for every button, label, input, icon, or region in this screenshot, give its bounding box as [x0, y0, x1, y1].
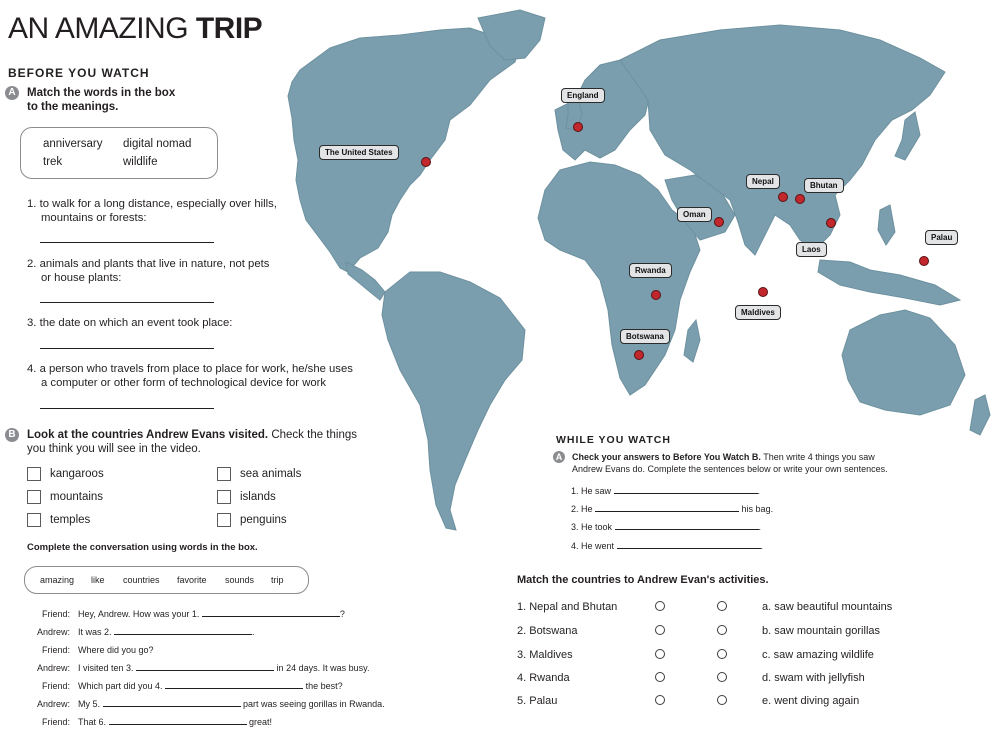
match-dot-left[interactable] [655, 601, 665, 611]
match-dot-left[interactable] [655, 695, 665, 705]
map-label-usa: The United States [319, 145, 399, 160]
speaker-label: Friend: [41, 609, 70, 619]
match-country: 1. Nepal and Bhutan [517, 601, 618, 613]
checkbox-mountains[interactable] [27, 490, 41, 504]
match-heading: Match the countries to Andrew Evan's activities. [517, 574, 769, 586]
conversation-line: Which part did you 4. the best? [78, 681, 343, 691]
while-instruction: Check your answers to Before You Watch B. Then write 4 things you saw Andrew Evans do. Complete the sentences below or write your own sentences. [572, 452, 888, 474]
conversation-line: It was 2. . [78, 627, 255, 637]
bhutan-marker [795, 194, 805, 204]
conversation-instruction: Complete the conversation using words in the box. [27, 542, 258, 553]
botswana-marker [634, 350, 644, 360]
match-activity: a. saw beautiful mountains [762, 601, 893, 613]
checkbox-kangaroos[interactable] [27, 467, 41, 481]
definition-3: 3. the date on which an event took place: [27, 317, 233, 329]
while-you-watch-heading: WHILE YOU WATCH [556, 434, 671, 446]
checkbox-penguins[interactable] [217, 513, 231, 527]
conversation-word: countries [123, 575, 160, 585]
match-activity: e. went diving again [762, 695, 860, 707]
answer-line[interactable] [40, 302, 214, 303]
section-a-badge: A [5, 86, 19, 100]
conversation-word-box [24, 566, 309, 594]
checkbox-label: mountains [50, 491, 104, 503]
before-you-watch-heading: BEFORE YOU WATCH [8, 66, 150, 80]
answer-line[interactable] [40, 408, 214, 409]
madagascar-landmass [684, 320, 700, 362]
match-dot-right[interactable] [717, 672, 727, 682]
match-dot-left[interactable] [655, 672, 665, 682]
map-label-maldives: Maldives [735, 305, 781, 320]
definition-2: 2. animals and plants that live in nature, not pets or house plants: [27, 258, 270, 284]
page-title: AN AMAZING TRIP [8, 12, 263, 45]
map-label-laos: Laos [796, 242, 827, 257]
philippines-landmass [878, 205, 895, 245]
conversation-line: Hey, Andrew. How was your 1. ? [78, 609, 345, 619]
map-label-palau: Palau [925, 230, 958, 245]
word-box-item: digital nomad [123, 138, 192, 150]
match-country: 4. Rwanda [517, 672, 570, 684]
checkbox-label: islands [240, 491, 276, 503]
map-label-oman: Oman [677, 207, 712, 222]
answer-line[interactable] [40, 242, 214, 243]
match-activity: c. saw amazing wildlife [762, 649, 874, 661]
match-dot-right[interactable] [717, 649, 727, 659]
australia-landmass [842, 310, 965, 415]
map-label-rwanda: Rwanda [629, 263, 672, 278]
definition-4: 4. a person who travels from place to place for work, he/she uses a computer or other form of technological device for work [27, 363, 353, 389]
conversation-word: amazing [40, 575, 75, 585]
map-label-bhutan: Bhutan [804, 178, 844, 193]
south-america-landmass [382, 272, 525, 530]
while-a-badge: A [553, 451, 565, 463]
sentence-1: 1. He saw . [571, 486, 761, 496]
map-label-nepal: Nepal [746, 174, 780, 189]
match-activity: b. saw mountain gorillas [762, 625, 881, 637]
answer-line[interactable] [40, 348, 214, 349]
map-label-botswana: Botswana [620, 329, 670, 344]
usa-marker [421, 157, 431, 167]
conversation-line: Where did you go? [78, 645, 154, 655]
maldives-marker [758, 287, 768, 297]
map-label-england: England [561, 88, 605, 103]
word-box-item: anniversary [43, 138, 103, 150]
speaker-label: Andrew: [36, 699, 70, 709]
conversation-word: trip [271, 575, 284, 585]
england-marker [573, 122, 583, 132]
match-country: 5. Palau [517, 695, 558, 707]
match-dot-right[interactable] [717, 601, 727, 611]
match-dot-right[interactable] [717, 625, 727, 635]
part-a-instruction: Match the words in the box to the meanings. [27, 87, 176, 113]
checkbox-label: penguins [240, 514, 287, 526]
conversation-line: I visited ten 3. in 24 days. It was busy. [78, 663, 370, 673]
match-dot-left[interactable] [655, 625, 665, 635]
definition-1: 1. to walk for a long distance, especially over hills, mountains or forests: [27, 198, 277, 224]
new-zealand-landmass [970, 395, 990, 435]
palau-marker [919, 256, 929, 266]
speaker-label: Friend: [41, 681, 70, 691]
sentence-2: 2. He his bag. [571, 504, 774, 514]
oman-marker [714, 217, 724, 227]
word-box-item: trek [43, 156, 63, 168]
checkbox-temples[interactable] [27, 513, 41, 527]
match-country: 2. Botswana [517, 625, 578, 637]
japan-landmass [895, 112, 920, 160]
laos-marker [826, 218, 836, 228]
word-box [20, 127, 218, 179]
checkbox-sea-animals[interactable] [217, 467, 231, 481]
conversation-line: That 6. great! [78, 717, 273, 727]
conversation-word: like [91, 575, 105, 585]
checkbox-label: temples [50, 514, 91, 526]
central-america-landmass [346, 262, 385, 300]
conversation-word: favorite [177, 575, 207, 585]
checkbox-label: sea animals [240, 468, 302, 480]
speaker-label: Andrew: [36, 663, 70, 673]
speaker-label: Friend: [41, 717, 70, 727]
indonesia-landmass [818, 260, 960, 305]
sentence-4: 4. He went . [571, 541, 764, 551]
word-box-item: wildlife [123, 156, 158, 168]
match-dot-right[interactable] [717, 695, 727, 705]
sentence-3: 3. He took . [571, 522, 762, 532]
speaker-label: Andrew: [36, 627, 70, 637]
rwanda-marker [651, 290, 661, 300]
part-b-instruction: Look at the countries Andrew Evans visited. Check the things you think you will see in the video. [27, 429, 357, 455]
nepal-marker [778, 192, 788, 202]
match-activity: d. swam with jellyfish [762, 672, 865, 684]
section-b-badge: B [5, 428, 19, 442]
conversation-line: My 5. part was seeing gorillas in Rwanda. [78, 699, 385, 709]
match-country: 3. Maldives [517, 649, 573, 661]
conversation-word: sounds [225, 575, 255, 585]
match-dot-left[interactable] [655, 649, 665, 659]
checkbox-islands[interactable] [217, 490, 231, 504]
checkbox-label: kangaroos [50, 468, 104, 480]
speaker-label: Friend: [41, 645, 70, 655]
